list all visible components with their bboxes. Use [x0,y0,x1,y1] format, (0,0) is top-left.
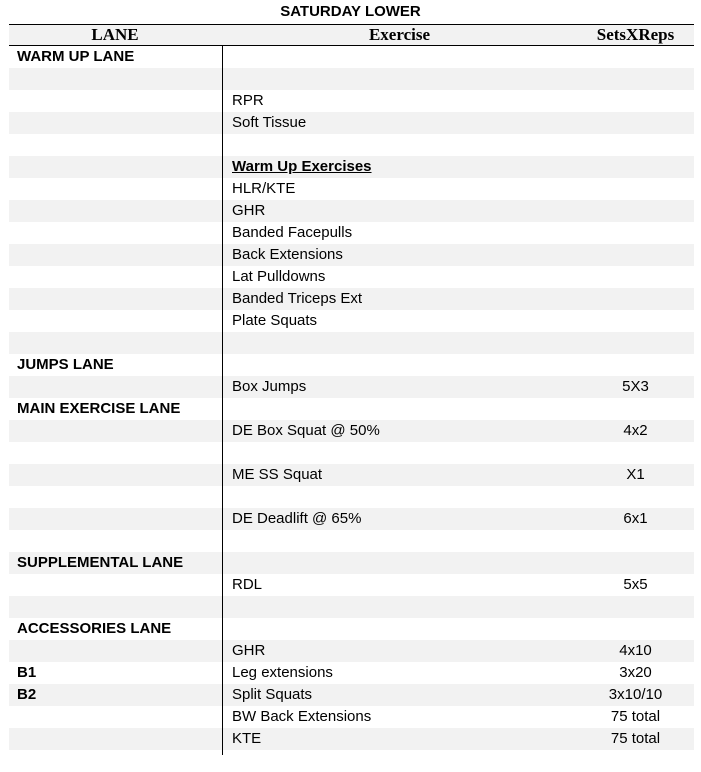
table-row [9,266,694,288]
lane-cell: ACCESSORIES LANE [17,620,172,637]
sets-reps-cell: 5X3 [622,378,649,395]
exercise-cell: Lat Pulldowns [232,268,326,285]
exercise-cell: Leg extensions [232,664,333,681]
table-header [9,25,694,45]
sets-reps-cell [577,68,694,90]
header-lane: LANE [91,25,139,44]
sets-reps-cell: 3x20 [619,664,652,681]
sets-reps-cell: 4x2 [623,422,648,439]
sets-reps-cell [577,134,694,156]
lane-cell: B1 [17,664,37,681]
exercise-cell: KTE [232,730,262,747]
lane-cell: SUPPLEMENTAL LANE [17,554,184,571]
exercise-cell: Soft Tissue [232,114,307,131]
table-row [9,596,694,618]
table-row [9,288,694,310]
exercise-cell: RDL [232,576,263,593]
exercise-cell: DE Deadlift @ 65% [232,510,362,527]
sets-reps-cell [577,244,694,266]
table-row [9,376,694,398]
sets-reps-cell [577,288,694,310]
exercise-cell: Banded Triceps Ext [232,290,363,307]
table-row [9,530,694,552]
table-row [9,552,694,574]
sets-reps-cell: 75 total [610,708,661,725]
sets-reps-cell: 4x10 [619,642,652,659]
table-row [9,156,694,178]
sets-reps-cell [577,530,694,552]
exercise-cell: Plate Squats [232,312,318,329]
sets-reps-cell [577,332,694,354]
sets-reps-cell [577,354,694,376]
table-row [9,486,694,508]
table-row [9,508,694,530]
lane-cell: B2 [17,686,37,703]
sets-reps-cell [577,486,694,508]
sets-reps-cell [577,596,694,618]
sets-reps-cell [577,442,694,464]
exercise-cell: HLR/KTE [232,180,296,197]
table-row [9,706,694,728]
sets-reps-cell [577,750,694,772]
table-row [9,310,694,332]
lane-cell: JUMPS LANE [17,356,114,373]
sets-reps-cell [577,266,694,288]
sets-reps-cell [577,618,694,640]
lane-cell: WARM UP LANE [17,48,135,65]
sets-reps-cell: 6x1 [623,510,648,527]
table-row [9,640,694,662]
sets-reps-cell [577,222,694,244]
sets-reps-cell [577,90,694,112]
table-row [9,200,694,222]
exercise-cell: GHR [232,202,266,219]
sets-reps-cell [577,310,694,332]
header-exercise: Exercise [368,25,431,44]
table-row [9,442,694,464]
sets-reps-cell [577,46,694,68]
table-body [9,46,694,772]
table-row [9,244,694,266]
table-row [9,134,694,156]
table-row [9,728,694,750]
table-row [9,112,694,134]
table-row [9,90,694,112]
lane-cell: MAIN EXERCISE LANE [17,400,181,417]
sets-reps-cell [577,398,694,420]
exercise-cell: Box Jumps [232,378,307,395]
sets-reps-cell [577,178,694,200]
table-row [9,662,694,684]
exercise-cell: BW Back Extensions [232,708,372,725]
table-row [9,618,694,640]
exercise-cell: Warm Up Exercises [232,158,372,175]
sets-reps-cell: 75 total [610,730,661,747]
table-row [9,574,694,596]
table-row [9,222,694,244]
column-divider [222,45,223,755]
exercise-cell: DE Box Squat @ 50% [232,422,380,439]
sets-reps-cell: X1 [626,466,645,483]
exercise-cell: Banded Facepulls [232,224,353,241]
table-row [9,464,694,486]
sets-reps-cell [577,200,694,222]
sets-reps-cell [577,112,694,134]
table-row [9,398,694,420]
sets-reps-cell [577,552,694,574]
exercise-cell: GHR [232,642,266,659]
table-row [9,46,694,68]
table-row [9,332,694,354]
sets-reps-cell: 5x5 [623,576,648,593]
sets-reps-cell: 3x10/10 [608,686,663,703]
table-row [9,68,694,90]
exercise-cell: Split Squats [232,686,313,703]
table-row [9,684,694,706]
table-row [9,420,694,442]
table-row [9,750,694,772]
sets-reps-cell [577,156,694,178]
header-sets-reps: SetsXReps [596,25,675,44]
exercise-cell: Back Extensions [232,246,343,263]
table-row [9,178,694,200]
exercise-cell: ME SS Squat [232,466,323,483]
page-title: SATURDAY LOWER [280,3,421,20]
exercise-cell: RPR [232,92,264,109]
table-row [9,354,694,376]
